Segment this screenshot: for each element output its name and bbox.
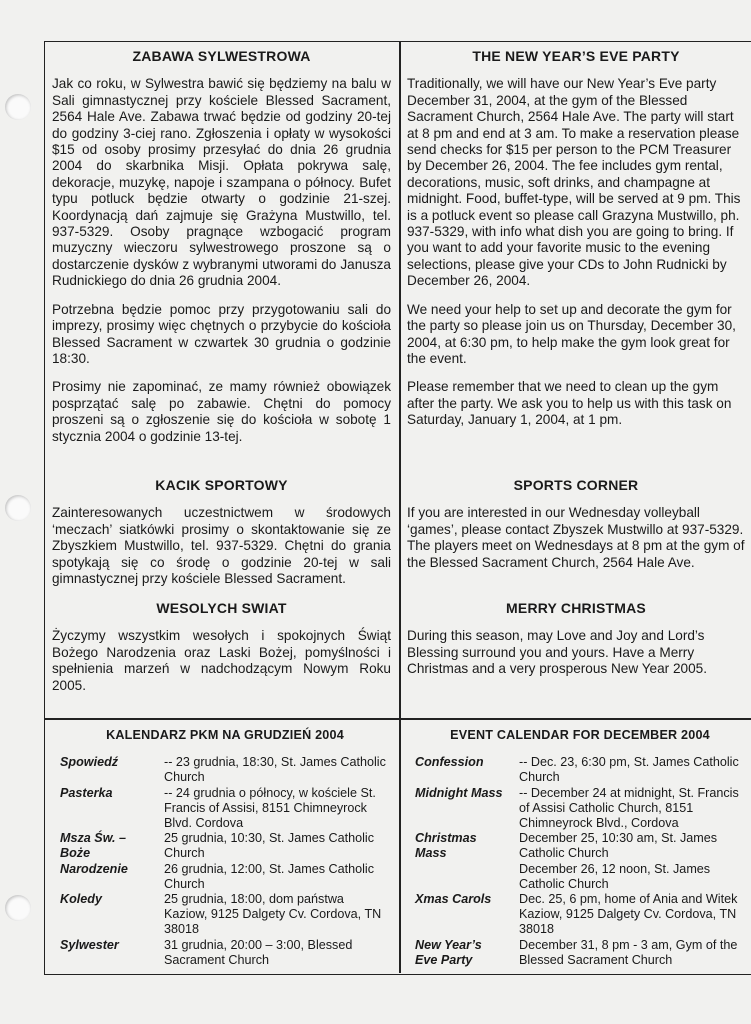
calendar-event-details: 25 grudnia, 18:00, dom państwa Kaziow, 9125 Dalgety Cv. Cordova, TN 38018 xyxy=(164,892,382,937)
english-calendar-title: EVENT CALENDAR FOR DECEMBER 2004 xyxy=(450,728,710,742)
column-divider xyxy=(399,41,401,973)
english-sports-section xyxy=(407,477,745,583)
english-calendar xyxy=(415,728,745,968)
calendar-event-label: New Year’s Eve Party xyxy=(415,937,482,967)
calendar-row xyxy=(60,938,390,968)
calendar-event-label: Msza Św. – Boże Narodzenie xyxy=(60,831,128,876)
english-sports-title: SPORTS CORNER xyxy=(513,477,639,493)
calendar-event-details: -- Dec. 23, 6:30 pm, St. James Catholic Church xyxy=(519,755,739,785)
polish-party-title: ZABAWA SYLWESTROWA xyxy=(132,48,311,64)
calendar-row xyxy=(415,786,745,832)
binder-hole xyxy=(5,94,31,120)
calendar-event-label: Pasterka xyxy=(60,785,113,800)
calendar-event-label: Christmas Mass xyxy=(415,831,477,861)
binder-hole xyxy=(5,895,31,921)
calendar-row xyxy=(60,786,390,832)
calendar-event-label: Confession xyxy=(415,755,484,770)
english-party-title: THE NEW YEAR’S EVE PARTY xyxy=(472,48,680,64)
calendar-event-details: December 31, 8 pm - 3 am, Gym of the Blessed Sacrament Church xyxy=(519,937,738,967)
english-party-paragraph: We need your help to set up and decorate the gym for the party so please join us on Thursday, December 30, 2004, at 6:30 pm, to help make the gym look great for the event. xyxy=(407,301,736,366)
calendar-event-details: December 25, 10:30 am, St. James Catholic Church December 26, 12 noon, St. James Catholic Church xyxy=(519,831,718,891)
calendar-row xyxy=(415,755,745,785)
polish-calendar xyxy=(60,728,390,968)
polish-sports-paragraph: Zainteresowanych uczestnictwem w środowych ‘meczach’ siatkówki prosimy o skontaktowanie się ze Zbyszkiem Mustwillo, tel. 937-5329. Chętni do grania spotykają się co środę o godzinie 20-tej w sali gimnastycznej przy kościele Blessed Sacrament. xyxy=(52,505,391,587)
polish-christmas-title: WESOLYCH SWIAT xyxy=(156,600,287,616)
english-sports-paragraph: If you are interested in our Wednesday volleyball ‘games’, please contact Zbyszek Mustwillo at 937-5329. The players meet on Wednesdays at 8 pm at the gym of the Blessed Sacrament Church, 2564 Hale Ave. xyxy=(407,505,745,570)
english-party-paragraph: Please remember that we need to clean up the gym after the party. We ask you to help us with this task on Saturday, January 1, 2004, at 1 pm. xyxy=(407,379,732,428)
calendar-event-label: Sylwester xyxy=(60,937,119,952)
english-party-paragraph: Traditionally, we will have our New Year’s Eve party December 31, 2004, at the gym of the Blessed Sacrament Church, 2564 Hale Ave. The party will start at 8 pm and end at 3 am. To make a reservation please send checks for $15 per person to the PCM Treasurer by December 26, 2004. The fee includes gym rental, decorations, music, soft drinks, and champagne at midnight. Food, buffet-type, will be served at 9 pm. This is a potluck event so please call Grazyna Mustwillo, ph. 937-5329, with info what dish you are going to bring. If you want to add your favorite music to the evening selections, please give your CDs to John Rudnicki by December 26, 2004. xyxy=(407,76,741,289)
polish-christmas-paragraph: Życzymy wszystkim wesołych i spokojnych Świąt Bożego Narodzenia oraz Laski Bożej, pomyślności i spełnienia marzeń w nadchodzącym Nowym Roku 2005. xyxy=(52,628,391,693)
calendar-row xyxy=(415,892,745,938)
english-christmas-title: MERRY CHRISTMAS xyxy=(506,600,646,616)
calendar-row xyxy=(60,755,390,785)
polish-calendar-title: KALENDARZ PKM NA GRUDZIEŃ 2004 xyxy=(106,728,344,742)
calendar-row xyxy=(415,831,745,892)
calendar-event-details: Dec. 25, 6 pm, home of Ania and Witek Kaziow, 9125 Dalgety Cv. Cordova, TN 38018 xyxy=(519,892,738,937)
polish-christmas-section xyxy=(52,600,391,706)
english-party-section xyxy=(407,48,745,441)
calendar-event-details: -- 23 grudnia, 18:30, St. James Catholic Church xyxy=(164,755,386,785)
calendar-event-label: Spowiedź xyxy=(60,755,119,770)
calendar-event-details: -- 24 grudnia o północy, w kościele St. Francis of Assisi, 8151 Chimneyrock Blvd. Cordova xyxy=(164,785,376,831)
polish-party-paragraph: Potrzebna będzie pomoc przy przygotowaniu sali do imprezy, prosimy więc chętnych o przybycie do kościoła Blessed Sacrament w czwartek 30 grudnia o godzinie 18:30. xyxy=(52,301,391,366)
calendar-row xyxy=(60,831,390,892)
calendar-row xyxy=(60,892,390,938)
calendar-event-label: Midnight Mass xyxy=(415,785,503,800)
polish-party-section xyxy=(52,48,391,457)
calendar-row xyxy=(415,938,745,968)
calendar-divider xyxy=(44,718,751,720)
calendar-event-details: 25 grudnia, 10:30, St. James Catholic Church 26 grudnia, 12:00, St. James Catholic Church xyxy=(164,831,375,891)
calendar-event-details: 31 grudnia, 20:00 – 3:00, Blessed Sacrament Church xyxy=(164,937,353,967)
polish-sports-section xyxy=(52,477,391,599)
calendar-event-label: Xmas Carols xyxy=(415,892,492,907)
english-christmas-section xyxy=(407,600,745,690)
polish-party-paragraph: Jak co roku, w Sylwestra bawić się będziemy na balu w Sali gimnastycznej przy kościele Blessed Sacrament, 2564 Hale Ave. Zabawa trwać będzie od godziny 20-tej do godziny 3-ciej rano. Zgłoszenia i opłaty w wysokości $15 od osoby prosimy przesyłać do dnia 26 grudnia 2004 do skarbnika Misji. Opłata pokrywa salę, dekoracje, muzykę, napoje i szampana o północy. Bufet typu potluck będzie otwarty o godzinie 21-szej. Koordynacją dań zajmuje się Grażyna Mustwillo, tel. 937-5329. Osoby pragnące wzbogacić program muzyczny wieczoru sylwestrowego proszone są o dostarczenie dysków z wybranymi utworami do Janusza Rudnickiego do dnia 26 grudnia 2004. xyxy=(52,76,391,289)
polish-party-paragraph: Prosimy nie zapominać, ze mamy również obowiązek posprzątać salę po zabawie. Chętni do pomocy proszeni są o zgłoszenie się do kościoła w sobotę 1 stycznia 2004 o godzinie 13-tej. xyxy=(52,379,391,444)
binder-hole xyxy=(5,495,31,521)
polish-sports-title: KACIK SPORTOWY xyxy=(155,477,288,493)
calendar-event-label: Koledy xyxy=(60,892,102,907)
calendar-event-details: -- December 24 at midnight, St. Francis of Assisi Catholic Church, 8151 Chimneyrock Blvd., Cordova xyxy=(519,785,739,831)
english-christmas-paragraph: During this season, may Love and Joy and Lord’s Blessing surround you and yours. Have a Merry Christmas and a very prosperous New Year 2005. xyxy=(407,628,707,677)
